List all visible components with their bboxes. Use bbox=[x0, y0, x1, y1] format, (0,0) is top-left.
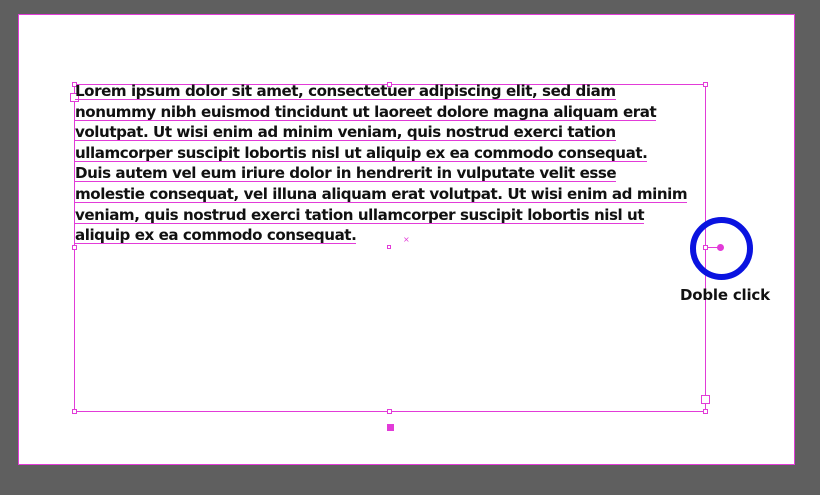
text-line: aliquip ex ea commodo consequat. bbox=[75, 226, 357, 245]
text-line: veniam, quis nostrud exerci tation ullamcorper suscipit lobortis nisl ut bbox=[75, 205, 645, 224]
handle-bottom-right[interactable] bbox=[703, 409, 708, 414]
text-line: Lorem ipsum dolor sit amet, consectetuer adipiscing elit, sed diam bbox=[75, 82, 616, 100]
text-line: volutpat. Ut wisi enim ad minim veniam, quis nostrud exerci tation bbox=[75, 123, 616, 142]
text-line: ullamcorper suscipit lobortis nisl ut aliquip ex ea commodo consequat. bbox=[75, 143, 648, 162]
text-line: molestie consequat, vel illuna aliquam erat volutpat. Ut wisi enim ad minim bbox=[75, 184, 688, 203]
close-x-icon: × bbox=[403, 235, 410, 244]
text-line: Duis autem vel eum iriure dolor in hendrerit in vulputate velit esse bbox=[75, 164, 617, 183]
handle-bottom-left[interactable] bbox=[72, 409, 77, 414]
handle-middle-left[interactable] bbox=[72, 245, 77, 250]
text-line: nonummy nibh euismod tincidunt ut laoreet dolore magna aliquam erat bbox=[75, 102, 657, 121]
text-content[interactable] bbox=[75, 81, 725, 246]
out-port[interactable] bbox=[701, 395, 710, 404]
overset-anchor[interactable] bbox=[387, 424, 394, 431]
center-point-marker bbox=[387, 245, 391, 249]
double-click-hint: Doble click bbox=[680, 286, 770, 304]
thread-dot-icon[interactable] bbox=[717, 244, 724, 251]
handle-bottom-center[interactable] bbox=[387, 409, 392, 414]
